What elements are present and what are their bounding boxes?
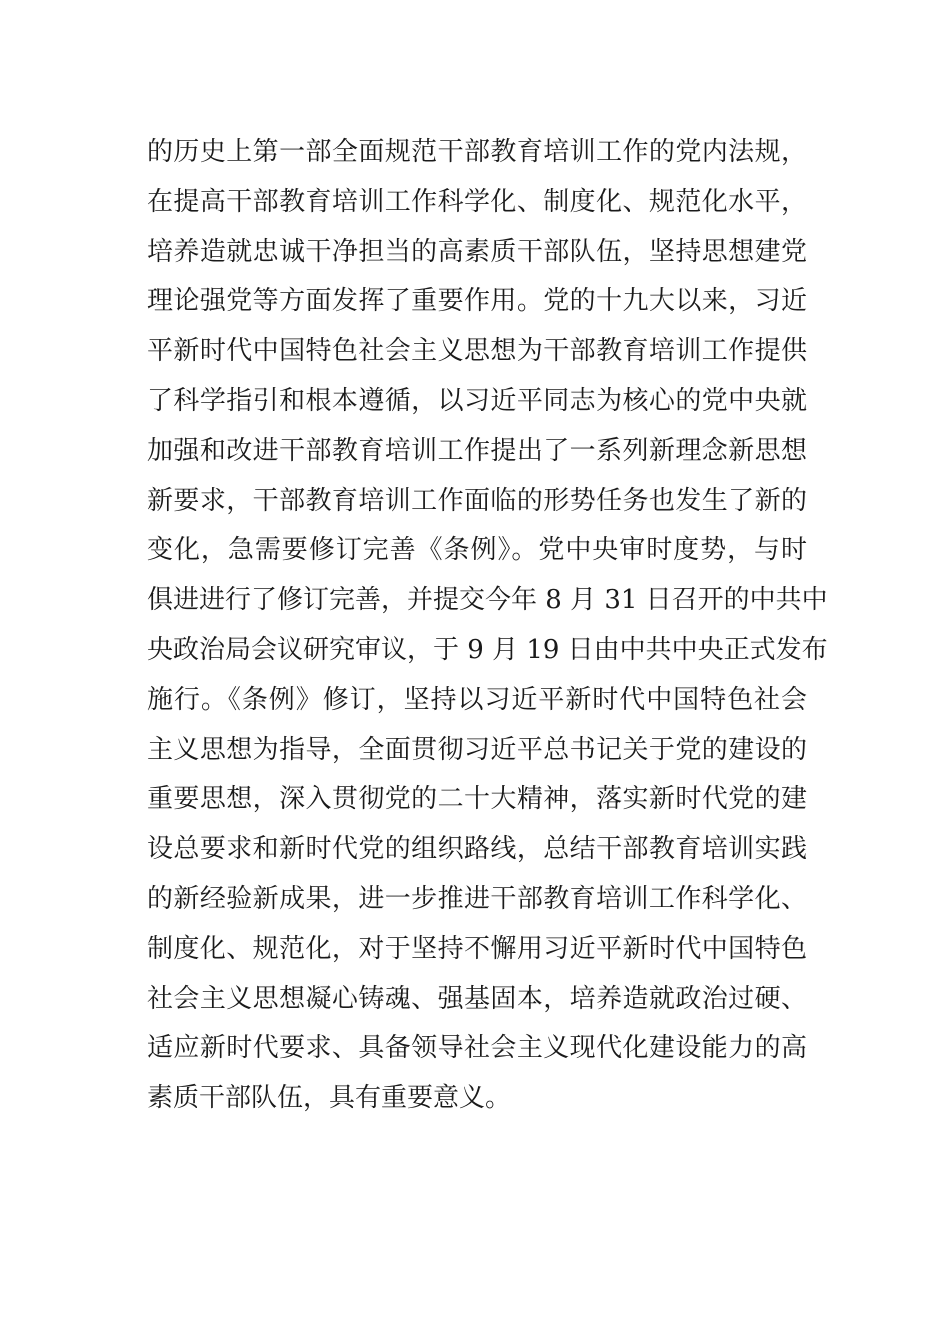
text-line-13: 主义思想为指导，全面贯彻习近平总书记关于党的建设的: [147, 734, 807, 765]
text-line-16: 的新经验新成果，进一步推进干部教育培训工作科学化、: [147, 883, 807, 914]
text-line-14: 重要思想，深入贯彻党的二十大精神，落实新时代党的建: [147, 784, 807, 815]
text-line-4: 理论强党等方面发挥了重要作用。党的十九大以来，习近: [147, 286, 807, 317]
text-line-1: 的历史上第一部全面规范干部教育培训工作的党内法规，: [147, 137, 807, 167]
text-line-15: 设总要求和新时代党的组织路线，总结干部教育培训实践: [147, 834, 807, 865]
text-line-9: 变化，急需要修订完善《条例》。党中央审时度势，与时: [147, 535, 807, 566]
text-line-10: 俱进进行了修订完善，并提交今年 8 月 31 日召开的中共中: [147, 585, 828, 616]
text-line-18: 社会主义思想凝心铸魂、强基固本，培养造就政治过硬、: [147, 983, 807, 1014]
text-line-19: 适应新时代要求、具备领导社会主义现代化建设能力的高: [147, 1033, 807, 1064]
text-line-11: 央政治局会议研究审议，于 9 月 19 日由中共中央正式发布: [147, 634, 828, 665]
text-line-8: 新要求，干部教育培训工作面临的形势任务也发生了新的: [147, 485, 807, 516]
text-line-7: 加强和改进干部教育培训工作提出了一系列新理念新思想: [147, 435, 807, 466]
text-line-6: 了科学指引和根本遵循，以习近平同志为核心的党中央就: [147, 385, 807, 416]
text-line-5: 平新时代中国特色社会主义思想为干部教育培训工作提供: [147, 336, 807, 367]
text-line-17: 制度化、规范化，对于坚持不懈用习近平新时代中国特色: [147, 933, 807, 964]
body-paragraph: [147, 128, 828, 1124]
text-line-3: 培养造就忠诚干净担当的高素质干部队伍，坚持思想建党: [147, 236, 807, 267]
text-line-12: 施行。《条例》修订，坚持以习近平新时代中国特色社会: [147, 684, 807, 715]
text-line-2: 在提高干部教育培训工作科学化、制度化、规范化水平，: [147, 186, 807, 217]
text-line-20: 素质干部队伍，具有重要意义。: [147, 1083, 512, 1114]
